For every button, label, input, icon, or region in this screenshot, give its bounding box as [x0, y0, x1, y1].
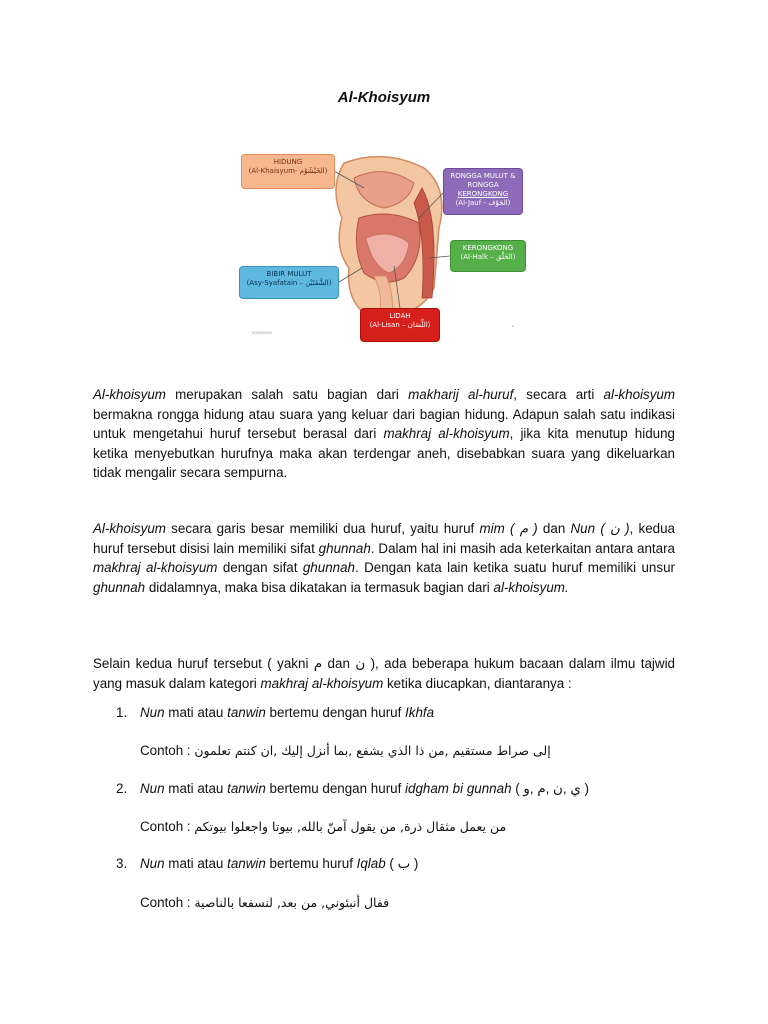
term: tanwin [227, 705, 266, 720]
text: bermakna rongga hidung atau suara yang keluar dari bagian hidung. Adapun salah satu indikasi untuk mengetahui huruf tersebut berasal dari [93, 406, 675, 441]
text: ketika diucapkan, diantaranya : [383, 675, 572, 691]
example-arabic: إلى صراط مستقيم ,من ذا الذي يشفع ,بما أنزل إليك ,ان كنتم تعلمون [194, 743, 551, 758]
paragraph-2 [93, 519, 675, 597]
label-lidah-sub: (Al-Lisan – اللِّسَان) [369, 321, 431, 329]
text: ( ي ,ن ,م ,و ) [511, 781, 590, 796]
term: Nun [140, 705, 165, 720]
text: didalamnya, maka bisa dikatakan ia termasuk bagian dari [145, 579, 494, 595]
example-arabic: ففال أنبئوني, من بعد, لنسفعا بالناصية [194, 895, 390, 910]
text: merupakan salah satu bagian dari [165, 387, 409, 402]
label-kerongkong [450, 240, 526, 272]
example-arabic: من يعمل مثقال ذرة, من يقول آمنّ بالله, بيوتا واجعلوا بيوتكم [194, 819, 507, 834]
label-rongga-sub: (Al-Jauf - الجَوْف) [455, 199, 511, 207]
term-makhraj: makhraj al-khoisyum [383, 426, 510, 441]
paragraph-3 [93, 654, 675, 693]
text: . Dengan kata lain ketika suatu huruf memiliki unsur [355, 560, 675, 575]
term-ghunnah: ghunnah [302, 560, 355, 575]
text: , kedua huruf tersebut disisi lain memiliki sifat [93, 521, 675, 556]
term-makharij: makharij al-huruf [408, 387, 514, 402]
text: , secara arti [513, 387, 604, 402]
figure-dot-caption: • [512, 324, 514, 330]
term: Iqlab [356, 856, 386, 871]
label-hidung-title: HIDUNG [273, 158, 303, 166]
term-al-khoisyum: al-khoisyum [603, 387, 675, 402]
list-number: 3. [116, 856, 128, 871]
term-makhraj: makhraj al-khoisyum [93, 560, 218, 575]
label-bibir-title: BIBIR MULUT [266, 270, 312, 278]
label-rongga-title-2: RONGGA [467, 181, 499, 189]
figure-date-caption: 00/00/0000 [252, 330, 273, 335]
list-item [116, 703, 434, 722]
label-bibir-sub: (Asy-Syafatain – الشَّفَتَيْن) [246, 279, 332, 287]
text: mati atau [164, 781, 228, 796]
term: Ikhfa [405, 705, 435, 720]
example-line [140, 741, 551, 760]
example-line [140, 817, 506, 836]
term-makhraj: makhraj al-khoisyum [260, 675, 384, 691]
text: bertemu huruf [265, 856, 357, 871]
term-ghunnah: ghunnah [318, 540, 371, 556]
label-rongga-mulut [443, 168, 523, 215]
example-line [140, 893, 389, 912]
label-hidung-sub: (Al-Khaisyum- الخَيْشُوْم) [248, 167, 328, 175]
label-rongga-title-1: RONGGA MULUT & [450, 172, 516, 180]
text: mati atau [164, 856, 228, 871]
term: tanwin [227, 856, 266, 871]
text: bertemu dengan huruf [265, 705, 406, 720]
term: Nun [140, 856, 165, 871]
term-al-khoisyum: al-khoisyum. [493, 579, 569, 595]
text: , jika kita menutup hidung ketika menyebutkan hurufnya maka akan terdengar aneh, disebabkan suara yang dikeluarkan tidak mengalir secara sempurna. [93, 426, 675, 480]
text: bertemu dengan huruf [265, 781, 406, 796]
label-kerongkong-sub: (Al-Halk – الحَلْق) [460, 253, 516, 261]
label-hidung [241, 154, 335, 189]
list-item [116, 779, 589, 798]
text: . Dalam hal ini masih ada keterkaitan antara antara [370, 540, 675, 556]
text: secara garis besar memiliki dua huruf, yaitu huruf [165, 521, 480, 536]
label-kerongkong-title: KERONGKONG [462, 244, 514, 252]
label-bibir-mulut [239, 266, 339, 299]
term-mim: mim ( م ) [479, 521, 538, 536]
example-label: Contoh : [140, 895, 195, 910]
label-lidah-title: LIDAH [389, 312, 411, 320]
anatomy-figure [234, 148, 534, 344]
list-number: 2. [116, 781, 128, 796]
term: Nun [140, 781, 165, 796]
text: dengan sifat [217, 560, 303, 575]
term: tanwin [227, 781, 266, 796]
label-lidah [360, 308, 440, 342]
page-title: Al-Khoisyum [337, 89, 431, 106]
text: Selain kedua huruf tersebut ( yakni م dan ن ), ada beberapa hukum bacaan dalam ilmu tajwid yang masuk dalam kategori [93, 656, 675, 691]
list-item [116, 854, 418, 873]
paragraph-1 [93, 385, 675, 483]
example-label: Contoh : [140, 819, 195, 834]
text: dan [537, 521, 571, 536]
term-ghunnah: ghunnah [93, 579, 146, 595]
term-al-khoisyum: Al-khoisyum [93, 387, 166, 402]
example-label: Contoh : [140, 743, 195, 758]
text: ( ب ) [385, 856, 419, 871]
label-rongga-title-3: KERONGKONG [457, 190, 509, 198]
list-number: 1. [116, 705, 128, 720]
term-nun: Nun ( ن ) [570, 521, 630, 536]
term: idgham bi gunnah [405, 781, 512, 796]
text: mati atau [164, 705, 228, 720]
term-al-khoisyum: Al-khoisyum [93, 521, 166, 536]
